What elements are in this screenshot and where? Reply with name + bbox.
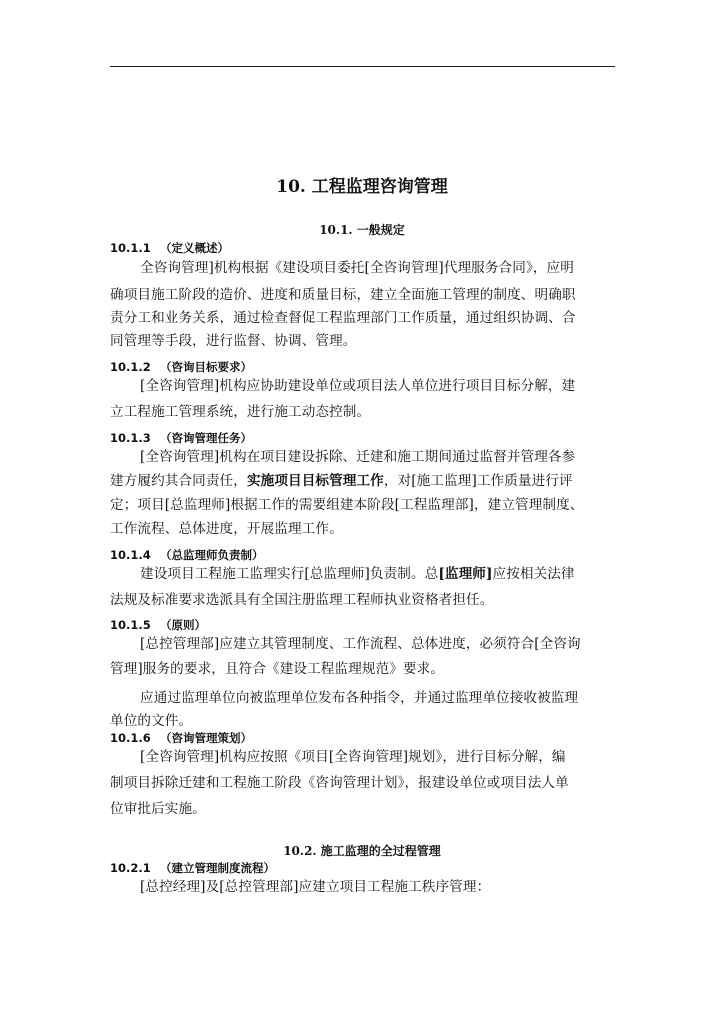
text-run: 应按相关法律 bbox=[492, 566, 575, 582]
paragraph-line: [全咨询管理]机构在项目建设拆除、迁建和施工期间通过监督并管理各参 bbox=[140, 449, 576, 465]
paragraph-line bbox=[110, 469, 573, 489]
text-run: ，对[施工监理]工作质量进行评 bbox=[383, 473, 573, 489]
item-number: 10.1.6 bbox=[110, 731, 151, 745]
item-heading-10-1-3 bbox=[110, 430, 252, 446]
paragraph-line: [总控经理]及[总控管理部]应建立项目工程施工秩序管理： bbox=[140, 879, 491, 895]
paragraph-line: 定；项目[总监理师]根据工作的需要组建本阶段[工程监理部]，建立管理制度、 bbox=[110, 497, 584, 513]
item-number: 10.1.1 bbox=[110, 241, 151, 255]
paragraph-line: 同管理等手段，进行监督、协调、管理。 bbox=[110, 333, 357, 349]
item-heading-10-1-2 bbox=[110, 359, 252, 375]
item-title: （建立管理制度流程） bbox=[160, 861, 275, 875]
text-run: 建设项目工程施工监理实行[总监理师]负责制。总 bbox=[140, 566, 439, 582]
paragraph-line bbox=[140, 562, 575, 582]
item-title: （原则） bbox=[160, 618, 206, 632]
paragraph-line: 管理]服务的要求，且符合《建设工程监理规范》要求。 bbox=[110, 661, 445, 677]
paragraph-line: 应通过监理单位向被监理单位发布各种指令，并通过监理单位接收被监理 bbox=[140, 690, 579, 706]
text-run: 建方履约其合同责任， bbox=[110, 473, 247, 489]
item-title: （咨询目标要求） bbox=[160, 360, 252, 374]
item-number: 10.1.2 bbox=[110, 360, 151, 374]
item-title: （咨询管理任务） bbox=[160, 431, 252, 445]
header-rule bbox=[110, 66, 615, 67]
item-heading-10-2-1 bbox=[110, 860, 275, 876]
item-number: 10.1.4 bbox=[110, 548, 151, 562]
paragraph-line: 确项目施工阶段的造价、进度和质量目标，建立全面施工管理的制度、明确职 bbox=[110, 287, 576, 303]
paragraph-line: 位审批后实施。 bbox=[110, 801, 206, 817]
paragraph-line: 立工程施工管理系统，进行施工动态控制。 bbox=[110, 404, 371, 420]
item-title: （总监理师负责制） bbox=[160, 548, 264, 562]
item-heading-10-1-5 bbox=[110, 617, 206, 633]
item-title: （定义概述） bbox=[160, 241, 229, 255]
paragraph-line: 全咨询管理]机构根据《建设项目委托[全咨询管理]代理服务合同》，应明 bbox=[140, 260, 574, 276]
item-heading-10-1-1 bbox=[110, 240, 229, 256]
paragraph-line: 制项目拆除迁建和工程施工阶段《咨询管理计划》，报建设单位或项目法人单 bbox=[110, 775, 569, 791]
chapter-title: 10. 工程监理咨询管理 bbox=[276, 177, 448, 197]
paragraph-line: [总控管理部]应建立其管理制度、工作流程、总体进度，必须符合[全咨询 bbox=[140, 636, 581, 652]
paragraph-line: 单位的文件。 bbox=[110, 713, 193, 729]
paragraph-line: 责分工和业务关系，通过检查督促工程监理部门工作质量，通过组织协调、合 bbox=[110, 310, 576, 326]
paragraph-line: [全咨询管理]机构应按照《项目[全咨询管理]规划》，进行目标分解，编 bbox=[140, 749, 566, 765]
item-heading-10-1-6 bbox=[110, 730, 252, 746]
emphasis-text: 实施项目目标管理工作 bbox=[246, 473, 384, 489]
paragraph-line: [全咨询管理]机构应协助建设单位或项目法人单位进行项目目标分解，建 bbox=[140, 378, 576, 394]
section-heading-10-1: 10.1. 一般规定 bbox=[319, 223, 405, 237]
item-number: 10.1.3 bbox=[110, 431, 151, 445]
paragraph-line: 工作流程、总体进度，开展监理工作。 bbox=[110, 521, 343, 537]
item-number: 10.2.1 bbox=[110, 861, 151, 875]
item-number: 10.1.5 bbox=[110, 618, 151, 632]
emphasis-text: [监理师] bbox=[438, 566, 493, 582]
paragraph-line: 法规及标准要求选派具有全国注册监理工程师执业资格者担任。 bbox=[110, 592, 494, 608]
item-heading-10-1-4 bbox=[110, 547, 264, 563]
item-title: （咨询管理策划） bbox=[160, 731, 252, 745]
section-heading-10-2: 10.2. 施工监理的全过程管理 bbox=[283, 844, 441, 858]
